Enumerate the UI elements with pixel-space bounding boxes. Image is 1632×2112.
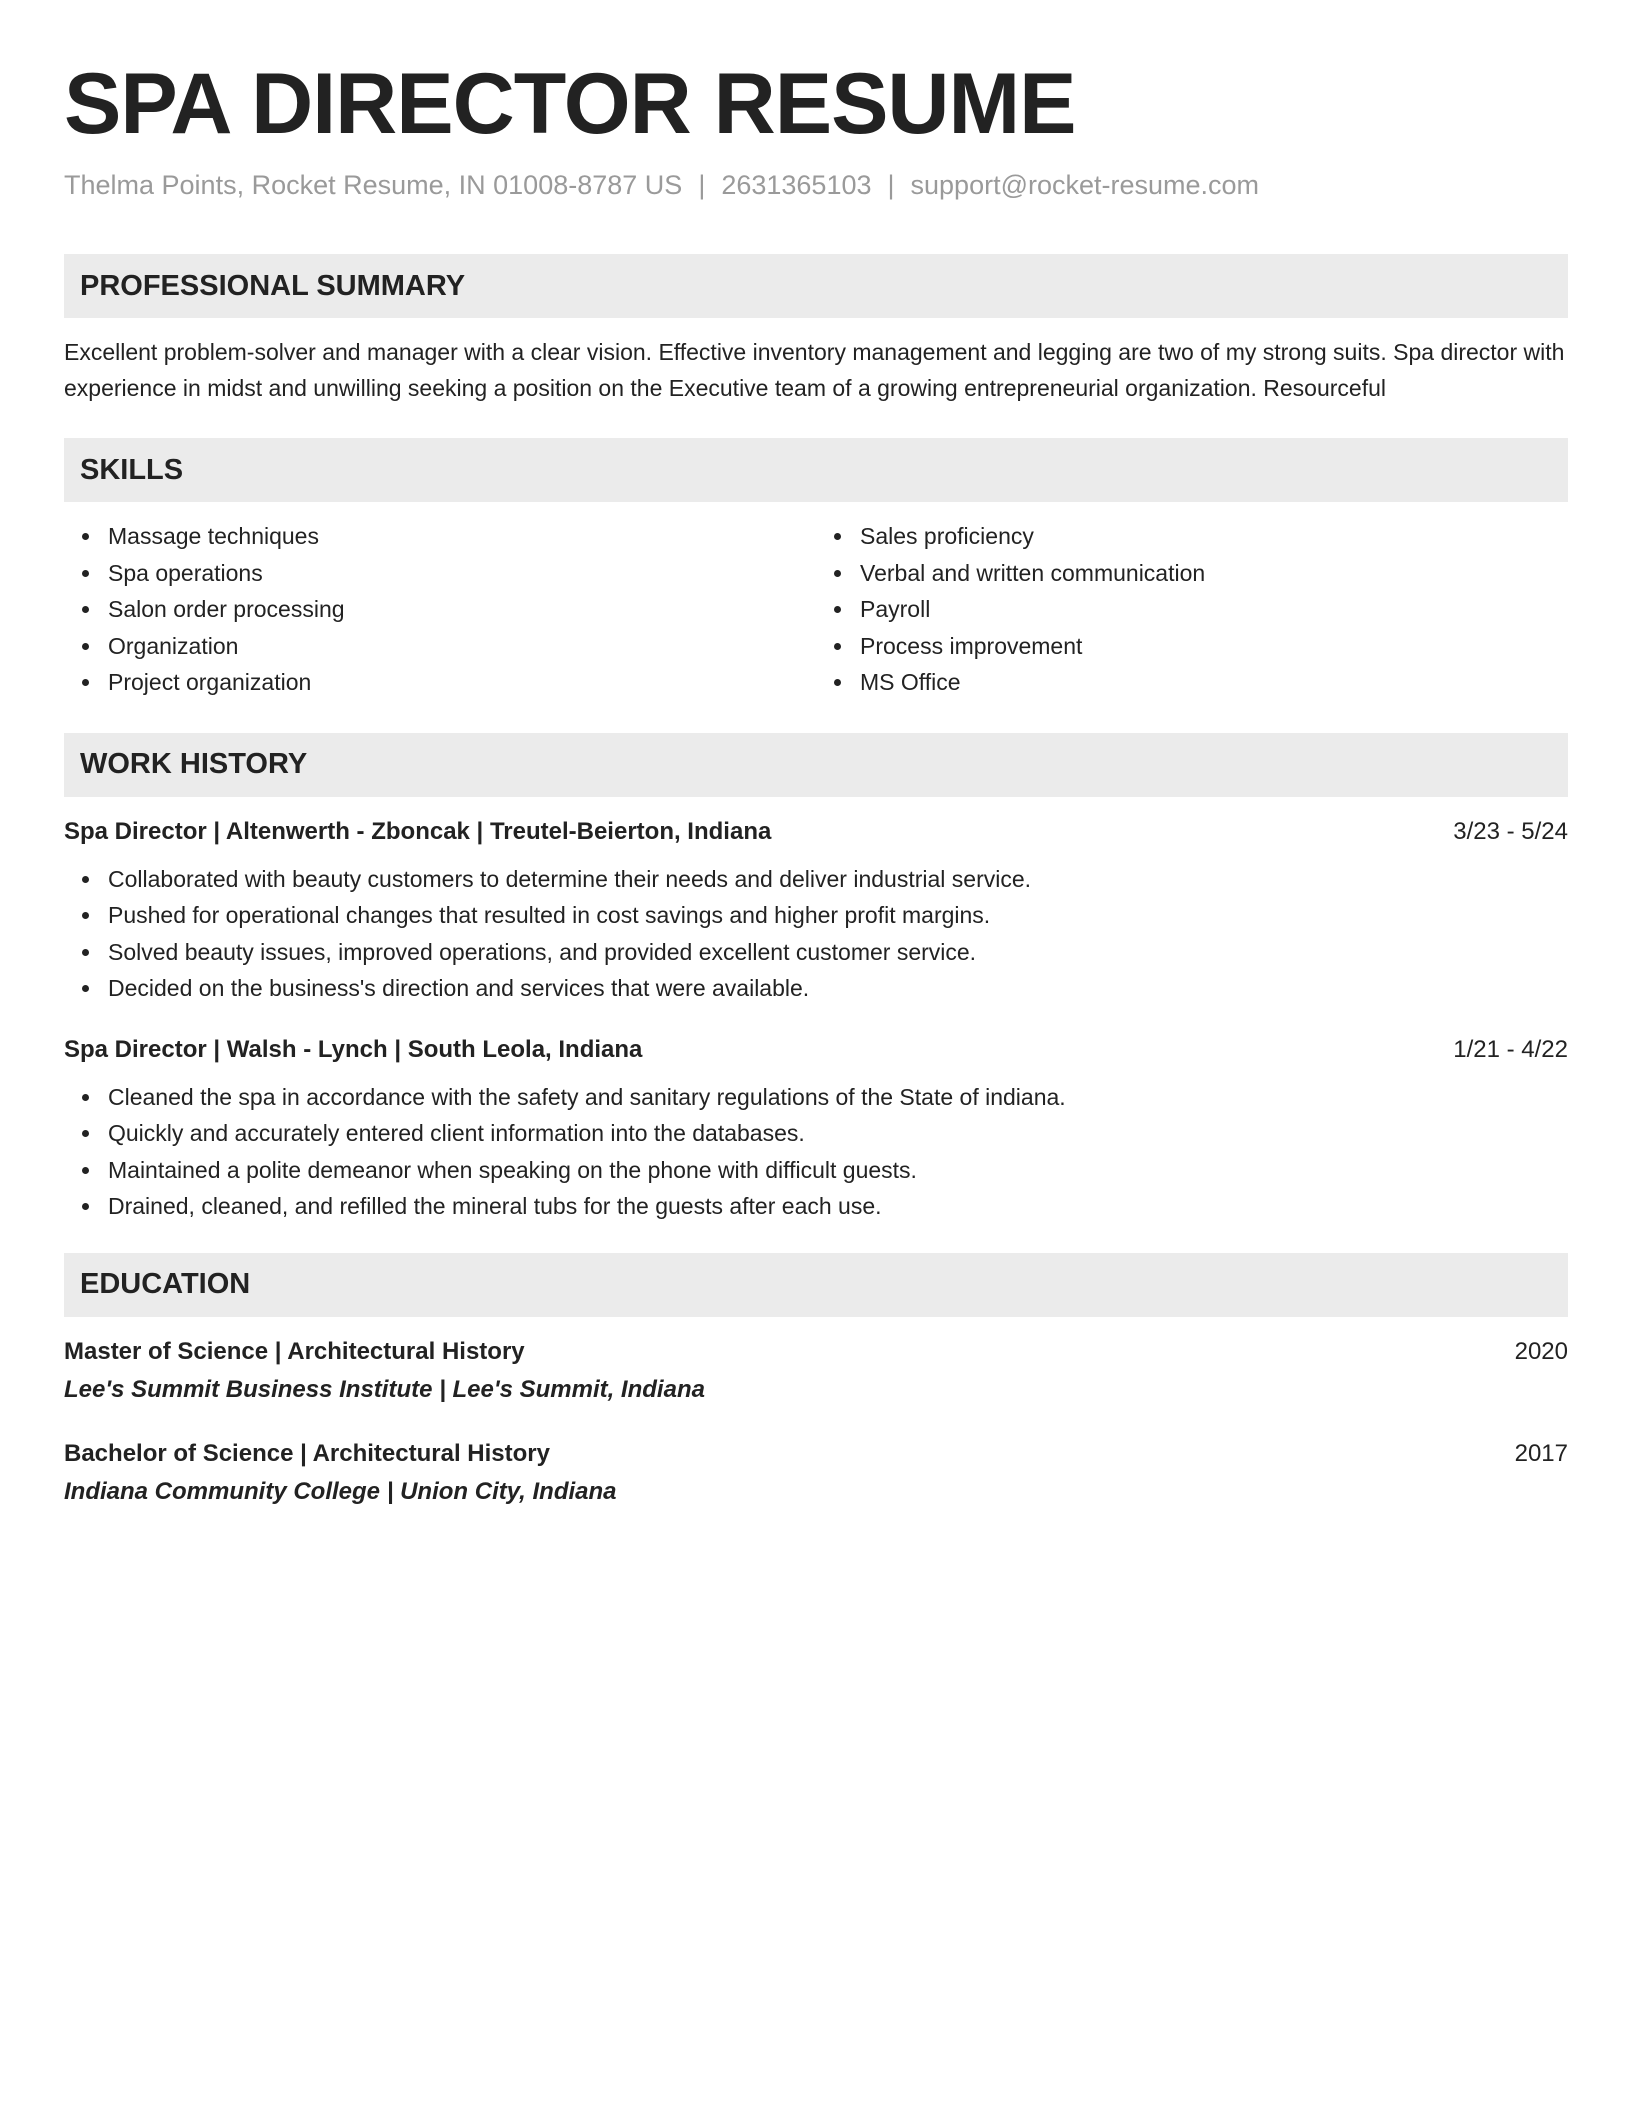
summary-text: Excellent problem-solver and manager with a clear vision. Effective inventory management and legging are two of my strong suits. Spa director with experience in midst and unwilling seeking a position on the Executive team of a growing entrepreneurial organization. Resourceful xyxy=(64,339,1565,401)
job-bullets xyxy=(64,1079,1568,1225)
contact-separator: | xyxy=(887,170,895,200)
education-year: 2017 xyxy=(1514,1439,1568,1467)
section-heading-work-history xyxy=(64,733,1568,797)
job-bullet: Pushed for operational changes that resulted in cost savings and higher profit margins. xyxy=(108,897,1568,934)
skill-item: Massage techniques xyxy=(108,518,816,555)
job-entry xyxy=(64,1033,1568,1225)
education-degree: Master of Science | Architectural History xyxy=(64,1337,525,1365)
job-title: Spa Director | Walsh - Lynch | South Leola, Indiana xyxy=(64,1035,643,1063)
section-heading-label: EDUCATION xyxy=(80,1268,251,1300)
skill-item: Spa operations xyxy=(108,555,816,592)
skill-item: MS Office xyxy=(860,664,1568,701)
contact-separator: | xyxy=(698,170,706,200)
education-header xyxy=(64,1335,1568,1369)
skills-list xyxy=(64,518,1568,701)
skill-item: Sales proficiency xyxy=(860,518,1568,555)
education-degree: Bachelor of Science | Architectural History xyxy=(64,1439,550,1467)
skill-item: Salon order processing xyxy=(108,591,816,628)
section-heading-label: SKILLS xyxy=(80,453,184,486)
job-bullet: Maintained a polite demeanor when speaking on the phone with difficult guests. xyxy=(108,1152,1568,1189)
section-heading-label: PROFESSIONAL SUMMARY xyxy=(80,269,466,302)
job-bullet: Quickly and accurately entered client information into the databases. xyxy=(108,1115,1568,1152)
job-entry xyxy=(64,815,1568,1007)
education-header xyxy=(64,1437,1568,1471)
job-dates: 1/21 - 4/22 xyxy=(1453,1035,1568,1063)
section-heading-education xyxy=(64,1253,1568,1317)
resume-title: SPA DIRECTOR RESUME xyxy=(64,56,1076,152)
education-school: Indiana Community College | Union City, Indiana xyxy=(64,1477,617,1505)
job-bullets xyxy=(64,861,1568,1007)
job-header xyxy=(64,815,1568,849)
skills-column-right xyxy=(816,518,1568,701)
job-bullet: Drained, cleaned, and refilled the mineral tubs for the guests after each use. xyxy=(108,1188,1568,1225)
skill-item: Project organization xyxy=(108,664,816,701)
skill-item: Process improvement xyxy=(860,628,1568,665)
job-title: Spa Director | Altenwerth - Zboncak | Treutel-Beierton, Indiana xyxy=(64,817,772,845)
skills-column-left xyxy=(64,518,816,701)
section-heading-summary xyxy=(64,254,1568,318)
contact-line xyxy=(64,168,1568,202)
skill-item: Verbal and written communication xyxy=(860,555,1568,592)
section-heading-label: WORK HISTORY xyxy=(80,748,308,780)
skill-item: Payroll xyxy=(860,591,1568,628)
education-entry xyxy=(64,1335,1568,1407)
contact-address: Thelma Points, Rocket Resume, IN 01008-8787 US xyxy=(64,170,683,200)
skill-item: Organization xyxy=(108,628,816,665)
job-bullet: Collaborated with beauty customers to determine their needs and deliver industrial service. xyxy=(108,861,1568,898)
job-bullet: Solved beauty issues, improved operations, and provided excellent customer service. xyxy=(108,934,1568,971)
job-bullet: Cleaned the spa in accordance with the safety and sanitary regulations of the State of indiana. xyxy=(108,1079,1568,1116)
job-dates: 3/23 - 5/24 xyxy=(1453,817,1568,845)
section-heading-skills xyxy=(64,438,1568,502)
job-header xyxy=(64,1033,1568,1067)
education-school: Lee's Summit Business Institute | Lee's Summit, Indiana xyxy=(64,1375,705,1403)
contact-phone: 2631365103 xyxy=(721,170,872,200)
job-bullet: Decided on the business's direction and services that were available. xyxy=(108,970,1568,1007)
education-entry xyxy=(64,1437,1568,1509)
education-year: 2020 xyxy=(1514,1337,1568,1365)
contact-email: support@rocket-resume.com xyxy=(910,170,1260,200)
